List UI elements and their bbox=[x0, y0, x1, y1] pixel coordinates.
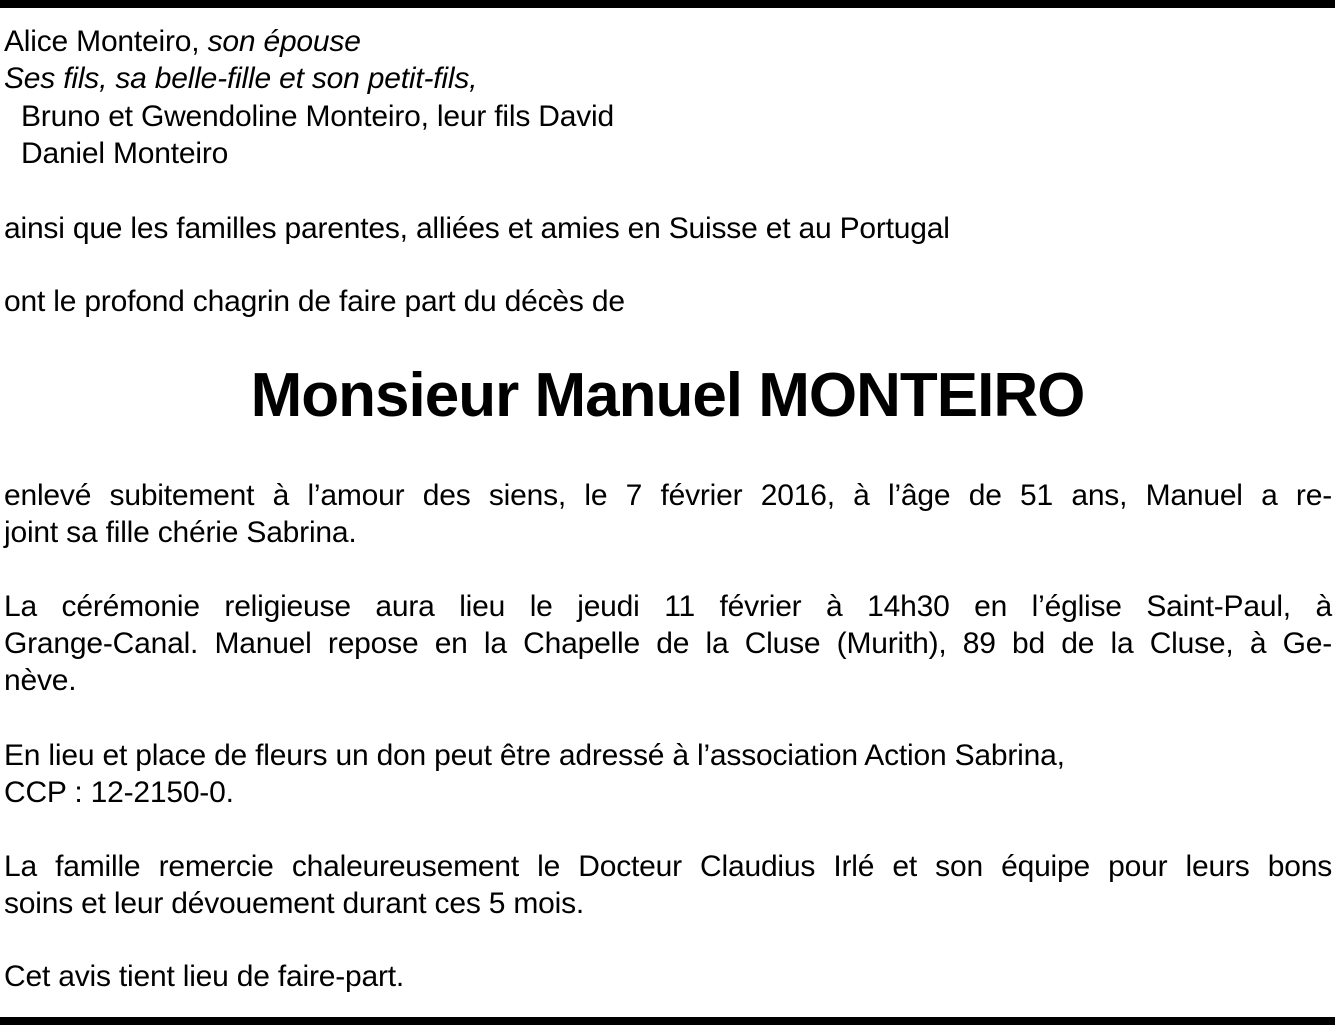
spouse-line bbox=[4, 24, 361, 60]
death-line-2: joint sa fille chérie Sabrina. bbox=[4, 516, 357, 549]
ceremony-line-2: Grange-Canal. Manuel repose en la Chapelle de la Cluse (Murith), 89 bd de la Cluse, à Ge- bbox=[4, 627, 1332, 660]
spouse-role: son épouse bbox=[207, 25, 361, 58]
child-line-2: Daniel Monteiro bbox=[21, 137, 229, 170]
thanks-line-2: soins et leur dévouement durant ces 5 mois. bbox=[4, 887, 585, 920]
ceremony-paragraph bbox=[4, 588, 1332, 699]
donation-line-1: En lieu et place de fleurs un don peut être adressé à l’association Action Sabrina, bbox=[4, 739, 1065, 772]
closing-line: Cet avis tient lieu de faire-part. bbox=[4, 960, 405, 993]
announcement: ont le profond chagrin de faire part du décès de bbox=[4, 285, 625, 318]
thanks-line-1: La famille remercie chaleureusement le Docteur Claudius Irlé et son équipe pour leurs bons bbox=[4, 850, 1332, 883]
top-rule bbox=[0, 0, 1335, 8]
bottom-rule bbox=[0, 1017, 1335, 1025]
deceased-name: Monsieur Manuel MONTEIRO bbox=[250, 361, 1085, 430]
donation-line-2: CCP : 12-2150-0. bbox=[4, 776, 234, 809]
child-line-1: Bruno et Gwendoline Monteiro, leur fils David bbox=[21, 100, 614, 133]
ceremony-line-1: La cérémonie religieuse aura lieu le jeudi 11 février à 14h30 en l’église Saint-Paul, à bbox=[4, 590, 1332, 623]
extended-family: ainsi que les familles parentes, alliées et amies en Suisse et au Portugal bbox=[4, 212, 950, 245]
spouse-name: Alice Monteiro, bbox=[4, 25, 200, 58]
death-line-1: enlevé subitement à l’amour des siens, le 7 février 2016, à l’âge de 51 ans, Manuel a re- bbox=[4, 479, 1332, 512]
children-heading: Ses fils, sa belle-fille et son petit-fils, bbox=[4, 62, 478, 95]
ceremony-line-3: nève. bbox=[4, 664, 77, 697]
death-paragraph bbox=[4, 477, 1332, 551]
donation-paragraph bbox=[4, 737, 1332, 811]
thanks-paragraph bbox=[4, 848, 1332, 922]
